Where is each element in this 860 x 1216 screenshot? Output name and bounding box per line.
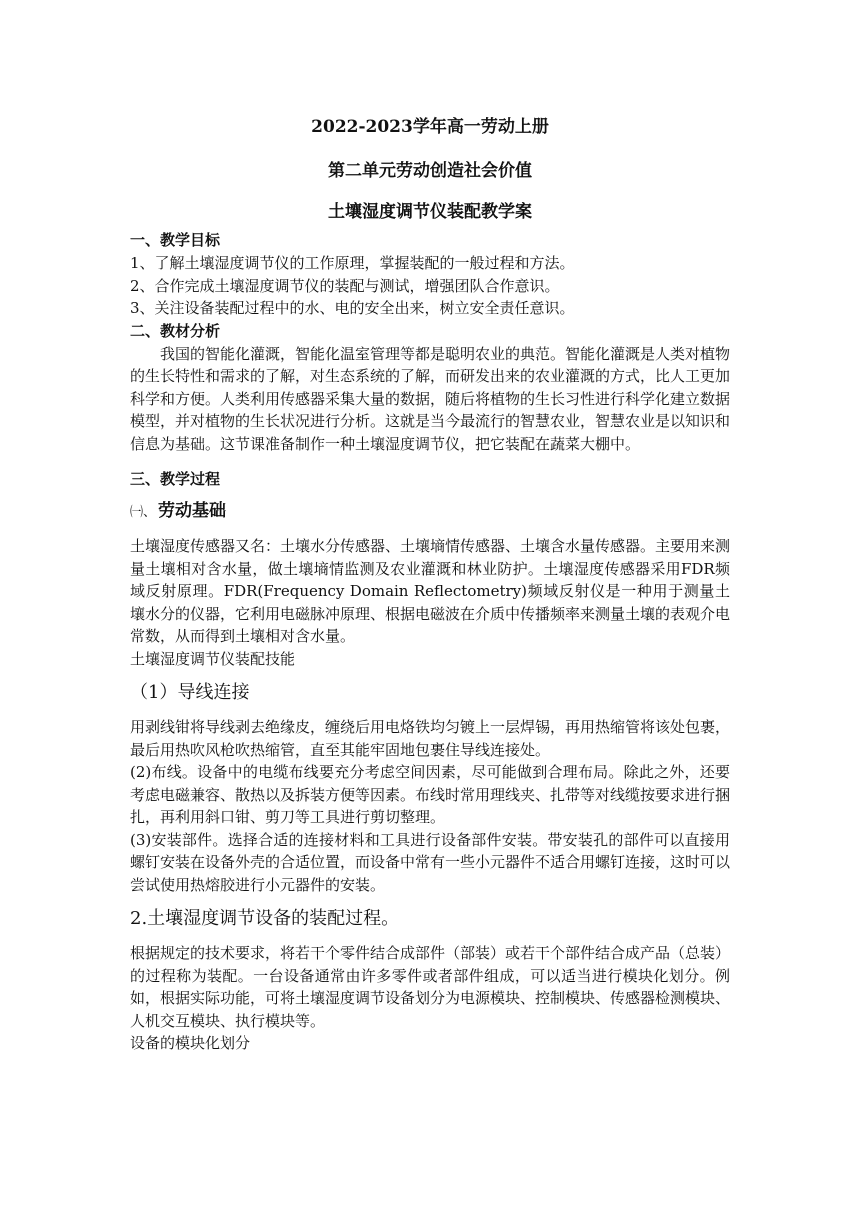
section2-heading: 二、教材分析 <box>130 321 221 340</box>
step3-paragraph: (3)安装部件。选择合适的连接材料和工具进行设备部件安装。带安装孔的部件可以直接用螺钉安装在设备外壳的合适位置，而设备中常有一些小元器件不适合用螺钉连接，这时可以尝试使用热熔胶进行小元器件的安装。 <box>130 830 731 894</box>
doc-title-line3: 土壤湿度调节仪装配教学案 <box>328 202 532 222</box>
subsection1-number: ㈠、 <box>130 505 157 520</box>
subsection2-title: 2.土壤湿度调节设备的装配过程。 <box>130 908 400 929</box>
step1-title: （1）导线连接 <box>130 682 250 703</box>
subsection1-paragraph: 土壤湿度传感器又名：土壤水分传感器、土壤墒情传感器、土壤含水量传感器。主要用来测量土壤相对含水量，做土壤墒情监测及农业灌溉和林业防护。土壤湿度传感器采用FDR频域反射原理。FDR(Frequency Domain Reflectometry)频域反射仪是一种用于测量土壤水分的仪器，它利用电磁脉冲原理、根据电磁波在介质中传播频率来测量土壤的表观介电常数，从而得到土壤相对含水量。 <box>130 537 731 645</box>
section3-heading: 三、教学过程 <box>130 470 221 488</box>
step2-paragraph: (2)布线。设备中的电缆布线要充分考虑空间因素，尽可能做到合理布局。除此之外，还要考虑电磁兼容、散热以及拆装方便等因素。布线时常用理线夹、扎带等对线缆按要求进行捆扎，再利用斜口钳、剪刀等工具进行剪切整理。 <box>130 763 731 826</box>
section2-paragraph: 我国的智能化灌溉，智能化温室管理等都是聪明农业的典范。智能化灌溉是人类对植物的生长特性和需求的了解，对生态系统的了解，而研发出来的农业灌溉的方式，比人工更加科学和方便。人类利用传感器采集大量的数据，随后将植物的生长习性进行科学化建立数据模型，并对植物的生长状况进行分析。这就是当今最流行的智慧农业，智慧农业是以知识和信息为基础。这节课准备制作一种土壤湿度调节仪，把它装配在蔬菜大棚中。 <box>130 344 731 453</box>
subsection2-tail: 设备的模块化划分 <box>130 1034 251 1052</box>
objective-item-3: 3、关注设备装配过程中的水、电的安全出来，树立安全责任意识。 <box>130 299 575 317</box>
subsection1-title: 劳动基础 <box>158 501 227 521</box>
section1-heading: 一、教学目标 <box>130 231 221 249</box>
subsection1-heading <box>130 499 730 525</box>
doc-title-line2: 第二单元劳动创造社会价值 <box>328 161 532 181</box>
objective-item-2: 2、合作完成土壤湿度调节仪的装配与测试，增强团队合作意识。 <box>130 276 560 295</box>
doc-title-line1: 2022-2023学年高一劳动上册 <box>311 117 549 137</box>
subsection2-paragraph: 根据规定的技术要求，将若干个零件结合成部件（部装）或若干个部件结合成产品（总装）的过程称为装配。一台设备通常由许多零件或者部件组成，可以适当进行模块化划分。例如，根据实际功能，可将土壤湿度调节设备划分为电源模块、控制模块、传感器检测模块、人机交互模块、执行模块等。 <box>130 944 731 1030</box>
step1-paragraph: 用剥线钳将导线剥去绝缘皮，缠绕后用电烙铁均匀镀上一层焊锡，再用热缩管将该处包裹，最后用热吹风枪吹热缩管，直至其能牢固地包裹住导线连接处。 <box>130 718 731 759</box>
skill-title: 土壤湿度调节仪装配技能 <box>130 649 296 668</box>
document-content <box>130 116 730 1055</box>
objective-item-1: 1、了解土壤湿度调节仪的工作原理，掌握装配的一般过程和方法。 <box>130 254 575 272</box>
